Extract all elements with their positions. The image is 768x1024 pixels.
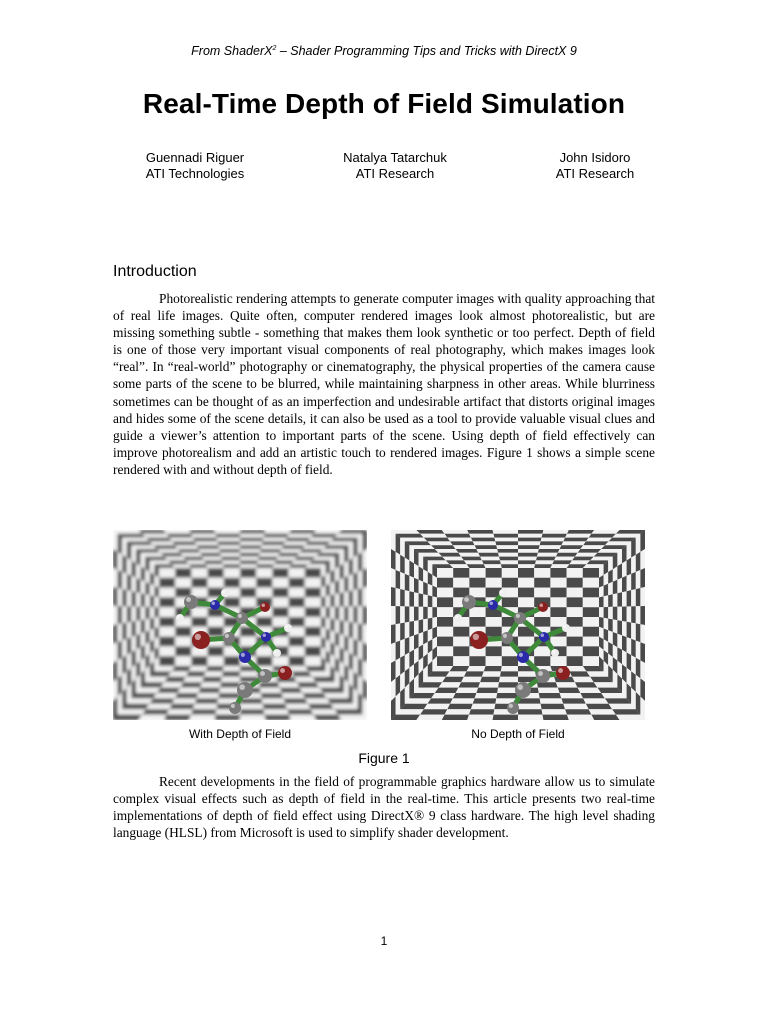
author-2 bbox=[295, 150, 495, 182]
caption-no-dof: No Depth of Field bbox=[471, 727, 565, 741]
render-with-dof bbox=[113, 530, 367, 720]
source-suffix: – Shader Programming Tips and Tricks with DirectX 9 bbox=[276, 44, 577, 58]
author-1 bbox=[95, 150, 295, 182]
caption-with-dof: With Depth of Field bbox=[188, 727, 292, 741]
author-3 bbox=[495, 150, 695, 182]
source-line bbox=[0, 44, 768, 58]
author-list bbox=[95, 150, 695, 182]
render-without-dof bbox=[391, 530, 645, 720]
author-2-affiliation: ATI Research bbox=[355, 166, 435, 181]
author-2-name: Natalya Tatarchuk bbox=[343, 150, 447, 165]
author-1-name: Guennadi Riguer bbox=[145, 150, 245, 165]
source-prefix: From ShaderX bbox=[191, 44, 273, 58]
figure-label: Figure 1 bbox=[358, 750, 410, 766]
author-1-affiliation: ATI Technologies bbox=[145, 166, 245, 181]
scene-with-dof-image bbox=[113, 530, 367, 720]
page-number: 1 bbox=[380, 934, 388, 948]
section-heading: Introduction bbox=[113, 263, 197, 280]
intro-paragraph-1: Photorealistic rendering attempts to generate computer images with quality approaching that of real life images. Quite often, computer rendered images look almost photorealistic, but are missing something subtle - something that makes them look synthetic or too perfect. Depth of field is one of those very important visual components of real photography, which makes images look “real”. In “real-world” photography or cinematography, the physical properties of the camera cause some parts of the scene to be blurred, while maintaining sharpness in other areas. While blurriness sometimes can be thought of as an imperfection and undesirable artifact that distorts original images and hides some of the scene details, it can also be used as a tool to provide valuable visual clues and guide a viewer’s attention to important parts of the scene. Using depth of field effectively can improve photorealism and add an artistic touch to rendered images. Figure 1 shows a simple scene rendered with and without depth of field. bbox=[113, 291, 655, 477]
intro-paragraph-2: Recent developments in the field of programmable graphics hardware allow us to simulate complex visual effects such as depth of field in the real-time. This article presents two real-time implementations of depth of field effect using DirectX® 9 class hardware. The high level shading language (HLSL) from Microsoft is used to simplify shader development. bbox=[113, 774, 655, 841]
author-3-name: John Isidoro bbox=[559, 150, 631, 165]
author-3-affiliation: ATI Research bbox=[555, 166, 635, 181]
scene-without-dof-image bbox=[391, 530, 645, 720]
paper-title: Real-Time Depth of Field Simulation bbox=[142, 88, 626, 119]
source-superscript: 2 bbox=[272, 44, 277, 52]
